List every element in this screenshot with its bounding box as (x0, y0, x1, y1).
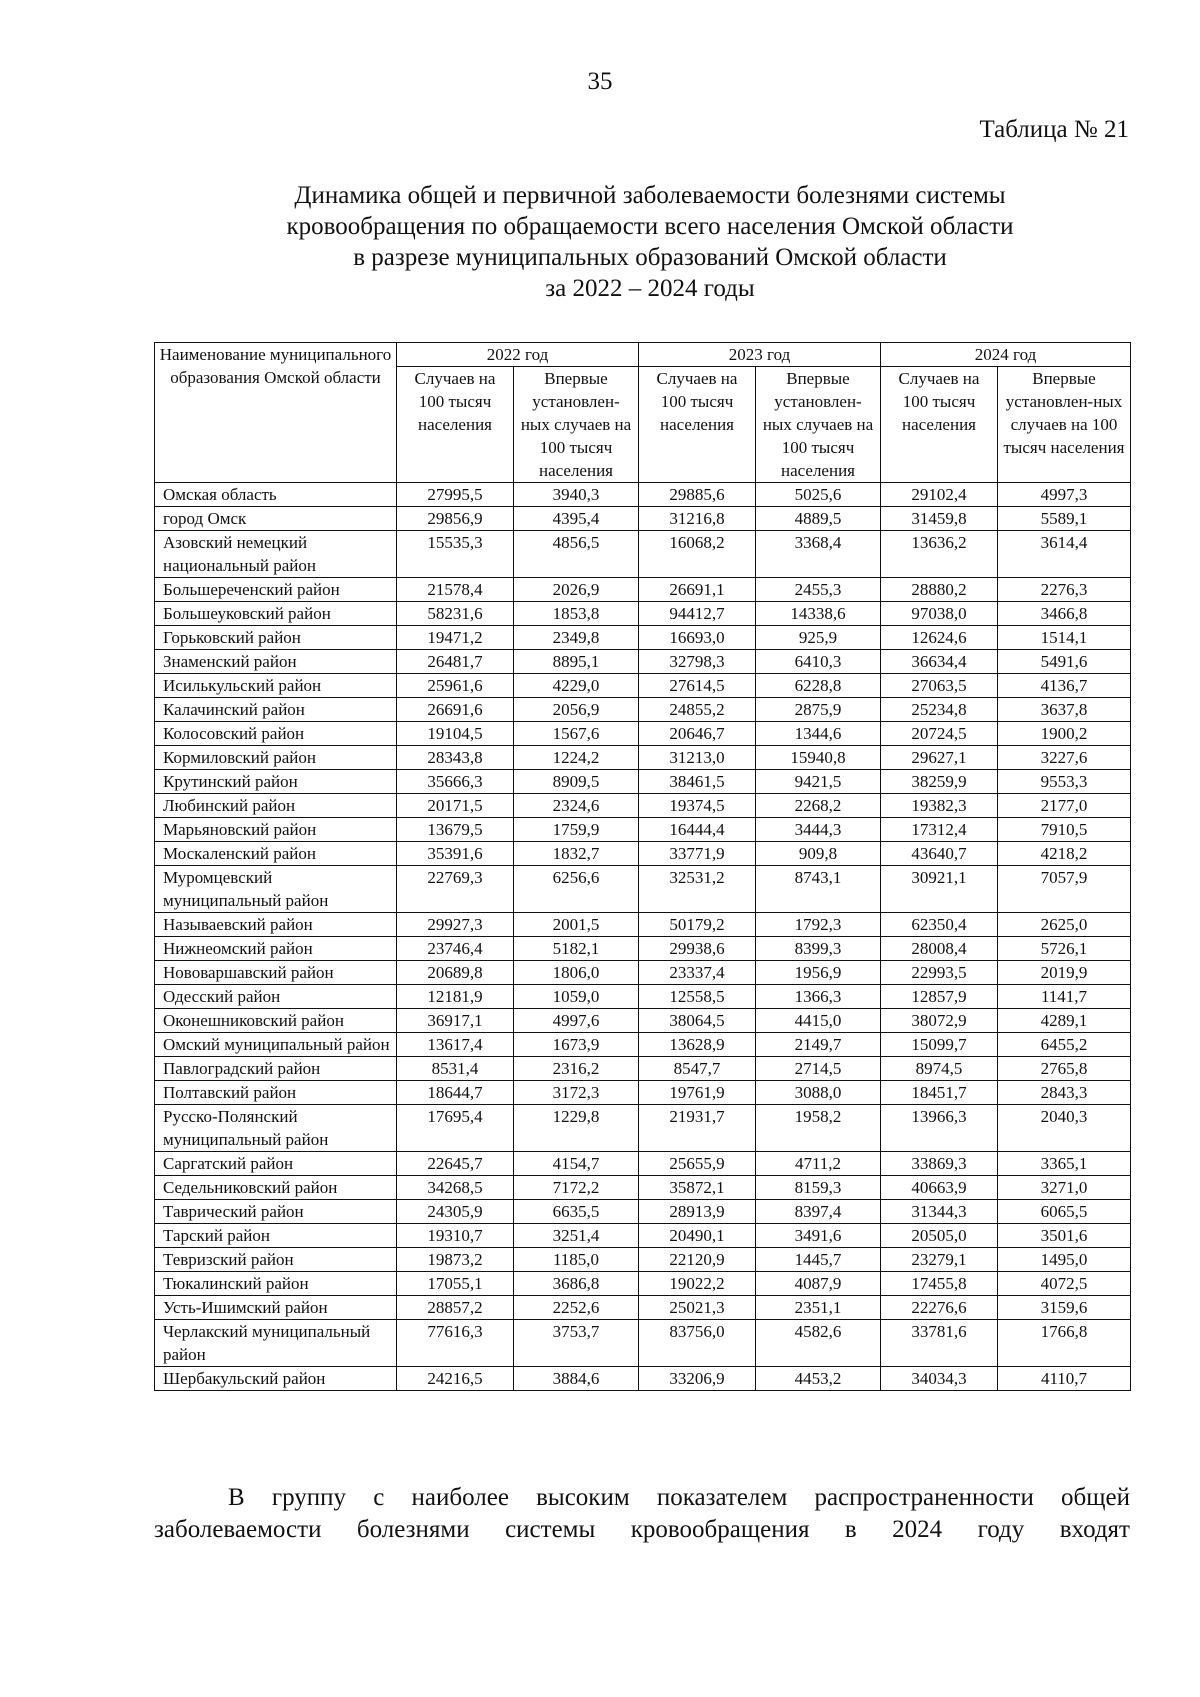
value-cell: 8547,7 (639, 1057, 756, 1081)
value-cell: 8399,3 (756, 937, 881, 961)
value-cell: 19310,7 (397, 1224, 514, 1248)
value-cell: 12558,5 (639, 985, 756, 1009)
value-cell: 4711,2 (756, 1152, 881, 1176)
value-cell: 7910,5 (998, 818, 1131, 842)
municipality-name: Крутинский район (155, 770, 397, 794)
value-cell: 9553,3 (998, 770, 1131, 794)
value-cell: 4395,4 (514, 507, 639, 531)
value-cell: 26691,6 (397, 698, 514, 722)
value-cell: 77616,3 (397, 1320, 514, 1367)
value-cell: 29856,9 (397, 507, 514, 531)
title-line: кровообращения по обращаемости всего населения Омской области (286, 213, 1014, 240)
value-cell: 3884,6 (514, 1367, 639, 1391)
value-cell: 2714,5 (756, 1057, 881, 1081)
municipality-name: Исилькульский район (155, 674, 397, 698)
value-cell: 38064,5 (639, 1009, 756, 1033)
table-row (155, 1248, 1131, 1272)
value-cell: 3637,8 (998, 698, 1131, 722)
value-cell: 7172,2 (514, 1176, 639, 1200)
value-cell: 15535,3 (397, 531, 514, 578)
paragraph-line: заболеваемости болезнями системы кровообращения в 2024 году входят (154, 1516, 1130, 1543)
header-year-2023: 2023 год (639, 343, 881, 367)
value-cell: 9421,5 (756, 770, 881, 794)
value-cell: 8743,1 (756, 866, 881, 913)
municipality-name: Муромцевский муниципальный район (155, 866, 397, 913)
value-cell: 28343,8 (397, 746, 514, 770)
value-cell: 19471,2 (397, 626, 514, 650)
value-cell: 1673,9 (514, 1033, 639, 1057)
value-cell: 31459,8 (881, 507, 998, 531)
value-cell: 4997,3 (998, 483, 1131, 507)
value-cell: 3501,6 (998, 1224, 1131, 1248)
value-cell: 23279,1 (881, 1248, 998, 1272)
value-cell: 20646,7 (639, 722, 756, 746)
value-cell: 38072,9 (881, 1009, 998, 1033)
title-line: Динамика общей и первичной заболеваемости болезнями системы (294, 182, 1006, 209)
value-cell: 33869,3 (881, 1152, 998, 1176)
value-cell: 33781,6 (881, 1320, 998, 1367)
table-row (155, 674, 1131, 698)
municipality-name: Большереченский район (155, 578, 397, 602)
value-cell: 17312,4 (881, 818, 998, 842)
value-cell: 4856,5 (514, 531, 639, 578)
value-cell: 38461,5 (639, 770, 756, 794)
value-cell: 34034,3 (881, 1367, 998, 1391)
value-cell: 20490,1 (639, 1224, 756, 1248)
value-cell: 2040,3 (998, 1105, 1131, 1152)
value-cell: 30921,1 (881, 866, 998, 913)
value-cell: 14338,6 (756, 602, 881, 626)
municipality-name: Кормиловский район (155, 746, 397, 770)
value-cell: 8397,4 (756, 1200, 881, 1224)
value-cell: 36634,4 (881, 650, 998, 674)
value-cell: 4154,7 (514, 1152, 639, 1176)
municipality-name: Тюкалинский район (155, 1272, 397, 1296)
value-cell: 20724,5 (881, 722, 998, 746)
municipality-name: Саргатский район (155, 1152, 397, 1176)
value-cell: 925,9 (756, 626, 881, 650)
value-cell: 1229,8 (514, 1105, 639, 1152)
value-cell: 33206,9 (639, 1367, 756, 1391)
municipality-name: Марьяновский район (155, 818, 397, 842)
value-cell: 1366,3 (756, 985, 881, 1009)
value-cell: 26691,1 (639, 578, 756, 602)
value-cell: 909,8 (756, 842, 881, 866)
value-cell: 26481,7 (397, 650, 514, 674)
municipality-name: город Омск (155, 507, 397, 531)
table-row (155, 602, 1131, 626)
table-row (155, 483, 1131, 507)
municipality-name: Омская область (155, 483, 397, 507)
value-cell: 3159,6 (998, 1296, 1131, 1320)
value-cell: 2026,9 (514, 578, 639, 602)
paragraph-line: В группу с наиболее высоким показателем распространенности общей (228, 1484, 1130, 1511)
value-cell: 35872,1 (639, 1176, 756, 1200)
value-cell: 3444,3 (756, 818, 881, 842)
value-cell: 25961,6 (397, 674, 514, 698)
value-cell: 1766,8 (998, 1320, 1131, 1367)
table-body (155, 483, 1131, 1391)
table-row (155, 1272, 1131, 1296)
value-cell: 4453,2 (756, 1367, 881, 1391)
value-cell: 1514,1 (998, 626, 1131, 650)
value-cell: 35666,3 (397, 770, 514, 794)
header-first-cases-per-100k: Впервые установлен-ных случаев на 100 тысяч населения (514, 367, 639, 483)
value-cell: 83756,0 (639, 1320, 756, 1367)
value-cell: 2001,5 (514, 913, 639, 937)
value-cell: 17695,4 (397, 1105, 514, 1152)
value-cell: 1900,2 (998, 722, 1131, 746)
value-cell: 3088,0 (756, 1081, 881, 1105)
value-cell: 4997,6 (514, 1009, 639, 1033)
municipality-name: Русско-Полянский муниципальный район (155, 1105, 397, 1152)
value-cell: 1344,6 (756, 722, 881, 746)
value-cell: 29938,6 (639, 937, 756, 961)
value-cell: 2252,6 (514, 1296, 639, 1320)
table-row (155, 1200, 1131, 1224)
municipality-name: Азовский немецкий национальный район (155, 531, 397, 578)
value-cell: 2316,2 (514, 1057, 639, 1081)
header-first-cases-per-100k: Впервые установлен-ных случаев на 100 тысяч населения (756, 367, 881, 483)
table-row (155, 1224, 1131, 1248)
value-cell: 2349,8 (514, 626, 639, 650)
title-line: за 2022 – 2024 годы (545, 275, 755, 302)
value-cell: 4289,1 (998, 1009, 1131, 1033)
value-cell: 1495,0 (998, 1248, 1131, 1272)
morbidity-table (154, 342, 1131, 1391)
value-cell: 21931,7 (639, 1105, 756, 1152)
value-cell: 20689,8 (397, 961, 514, 985)
value-cell: 2177,0 (998, 794, 1131, 818)
table-row (155, 1367, 1131, 1391)
value-cell: 6410,3 (756, 650, 881, 674)
value-cell: 3753,7 (514, 1320, 639, 1367)
value-cell: 22645,7 (397, 1152, 514, 1176)
value-cell: 19761,9 (639, 1081, 756, 1105)
value-cell: 6065,5 (998, 1200, 1131, 1224)
municipality-name: Любинский район (155, 794, 397, 818)
header-cases-per-100k: Случаев на 100 тысяч населения (881, 367, 998, 483)
value-cell: 35391,6 (397, 842, 514, 866)
value-cell: 1853,8 (514, 602, 639, 626)
value-cell: 19873,2 (397, 1248, 514, 1272)
value-cell: 29627,1 (881, 746, 998, 770)
table-row (155, 746, 1131, 770)
page-number: 35 (587, 68, 613, 95)
value-cell: 6635,5 (514, 1200, 639, 1224)
value-cell: 8909,5 (514, 770, 639, 794)
municipality-name: Тарский район (155, 1224, 397, 1248)
value-cell: 16693,0 (639, 626, 756, 650)
value-cell: 12624,6 (881, 626, 998, 650)
table-row (155, 866, 1131, 913)
value-cell: 3491,6 (756, 1224, 881, 1248)
value-cell: 3466,8 (998, 602, 1131, 626)
value-cell: 21578,4 (397, 578, 514, 602)
value-cell: 29102,4 (881, 483, 998, 507)
municipality-name: Таврический район (155, 1200, 397, 1224)
value-cell: 97038,0 (881, 602, 998, 626)
table-row (155, 1033, 1131, 1057)
municipality-name: Горьковский район (155, 626, 397, 650)
header-municipality: Наименование муниципального образования Омской области (155, 343, 397, 483)
municipality-name: Одесский район (155, 985, 397, 1009)
municipality-name: Оконешниковский район (155, 1009, 397, 1033)
value-cell: 34268,5 (397, 1176, 514, 1200)
value-cell: 4415,0 (756, 1009, 881, 1033)
table-row (155, 650, 1131, 674)
value-cell: 3365,1 (998, 1152, 1131, 1176)
value-cell: 19104,5 (397, 722, 514, 746)
value-cell: 58231,6 (397, 602, 514, 626)
value-cell: 3172,3 (514, 1081, 639, 1105)
municipality-name: Павлоградский район (155, 1057, 397, 1081)
value-cell: 2625,0 (998, 913, 1131, 937)
value-cell: 28913,9 (639, 1200, 756, 1224)
table-row (155, 1081, 1131, 1105)
table-row (155, 531, 1131, 578)
value-cell: 1567,6 (514, 722, 639, 746)
body-paragraph (154, 1482, 1130, 1546)
value-cell: 31213,0 (639, 746, 756, 770)
table-row (155, 961, 1131, 985)
municipality-name: Москаленский район (155, 842, 397, 866)
value-cell: 27995,5 (397, 483, 514, 507)
value-cell: 3940,3 (514, 483, 639, 507)
municipality-name: Большеуковский район (155, 602, 397, 626)
value-cell: 3271,0 (998, 1176, 1131, 1200)
table-row (155, 1009, 1131, 1033)
municipality-name: Омский муниципальный район (155, 1033, 397, 1057)
value-cell: 50179,2 (639, 913, 756, 937)
table-label: Таблица № 21 (979, 116, 1129, 143)
value-cell: 1759,9 (514, 818, 639, 842)
table-row (155, 1176, 1131, 1200)
header-year-2022: 2022 год (397, 343, 639, 367)
table-row (155, 507, 1131, 531)
header-year-2024: 2024 год (881, 343, 1131, 367)
value-cell: 38259,9 (881, 770, 998, 794)
municipality-name: Калачинский район (155, 698, 397, 722)
value-cell: 16444,4 (639, 818, 756, 842)
value-cell: 2268,2 (756, 794, 881, 818)
value-cell: 13966,3 (881, 1105, 998, 1152)
value-cell: 2056,9 (514, 698, 639, 722)
value-cell: 43640,7 (881, 842, 998, 866)
value-cell: 3614,4 (998, 531, 1131, 578)
value-cell: 25021,3 (639, 1296, 756, 1320)
value-cell: 31216,8 (639, 507, 756, 531)
value-cell: 2875,9 (756, 698, 881, 722)
value-cell: 31344,3 (881, 1200, 998, 1224)
value-cell: 20171,5 (397, 794, 514, 818)
municipality-name: Тевризский район (155, 1248, 397, 1272)
value-cell: 2149,7 (756, 1033, 881, 1057)
table-row (155, 913, 1131, 937)
value-cell: 24216,5 (397, 1367, 514, 1391)
value-cell: 15940,8 (756, 746, 881, 770)
value-cell: 8159,3 (756, 1176, 881, 1200)
table-row (155, 985, 1131, 1009)
value-cell: 1141,7 (998, 985, 1131, 1009)
value-cell: 4087,9 (756, 1272, 881, 1296)
value-cell: 15099,7 (881, 1033, 998, 1057)
municipality-name: Колосовский район (155, 722, 397, 746)
value-cell: 2324,6 (514, 794, 639, 818)
value-cell: 5589,1 (998, 507, 1131, 531)
municipality-name: Усть-Ишимский район (155, 1296, 397, 1320)
value-cell: 12857,9 (881, 985, 998, 1009)
value-cell: 13628,9 (639, 1033, 756, 1057)
value-cell: 5726,1 (998, 937, 1131, 961)
value-cell: 32531,2 (639, 866, 756, 913)
value-cell: 1956,9 (756, 961, 881, 985)
value-cell: 17455,8 (881, 1272, 998, 1296)
table-row (155, 578, 1131, 602)
value-cell: 13636,2 (881, 531, 998, 578)
value-cell: 6455,2 (998, 1033, 1131, 1057)
value-cell: 2276,3 (998, 578, 1131, 602)
value-cell: 13617,4 (397, 1033, 514, 1057)
municipality-name: Шербакульский район (155, 1367, 397, 1391)
value-cell: 27063,5 (881, 674, 998, 698)
table-row (155, 1057, 1131, 1081)
value-cell: 19382,3 (881, 794, 998, 818)
value-cell: 24855,2 (639, 698, 756, 722)
municipality-name: Черлакский муниципальный район (155, 1320, 397, 1367)
value-cell: 22276,6 (881, 1296, 998, 1320)
value-cell: 4072,5 (998, 1272, 1131, 1296)
value-cell: 22769,3 (397, 866, 514, 913)
value-cell: 6256,6 (514, 866, 639, 913)
value-cell: 1806,0 (514, 961, 639, 985)
value-cell: 4229,0 (514, 674, 639, 698)
value-cell: 1832,7 (514, 842, 639, 866)
value-cell: 25234,8 (881, 698, 998, 722)
value-cell: 1958,2 (756, 1105, 881, 1152)
title-line: в разрезе муниципальных образований Омской области (353, 244, 947, 271)
value-cell: 4218,2 (998, 842, 1131, 866)
value-cell: 19022,2 (639, 1272, 756, 1296)
value-cell: 3686,8 (514, 1272, 639, 1296)
value-cell: 23746,4 (397, 937, 514, 961)
table-row (155, 1152, 1131, 1176)
table-row (155, 698, 1131, 722)
value-cell: 20505,0 (881, 1224, 998, 1248)
table-title (150, 180, 1150, 304)
table-row (155, 842, 1131, 866)
municipality-name: Полтавский район (155, 1081, 397, 1105)
municipality-name: Седельниковский район (155, 1176, 397, 1200)
value-cell: 23337,4 (639, 961, 756, 985)
value-cell: 27614,5 (639, 674, 756, 698)
table-row (155, 626, 1131, 650)
municipality-name: Знаменский район (155, 650, 397, 674)
header-cases-per-100k: Случаев на 100 тысяч населения (397, 367, 514, 483)
value-cell: 2019,9 (998, 961, 1131, 985)
value-cell: 32798,3 (639, 650, 756, 674)
value-cell: 19374,5 (639, 794, 756, 818)
value-cell: 13679,5 (397, 818, 514, 842)
value-cell: 3368,4 (756, 531, 881, 578)
value-cell: 4889,5 (756, 507, 881, 531)
value-cell: 2351,1 (756, 1296, 881, 1320)
value-cell: 4582,6 (756, 1320, 881, 1367)
value-cell: 18451,7 (881, 1081, 998, 1105)
value-cell: 22120,9 (639, 1248, 756, 1272)
value-cell: 40663,9 (881, 1176, 998, 1200)
value-cell: 25655,9 (639, 1152, 756, 1176)
table-row (155, 1320, 1131, 1367)
value-cell: 29885,6 (639, 483, 756, 507)
header-cases-per-100k: Случаев на 100 тысяч населения (639, 367, 756, 483)
value-cell: 1445,7 (756, 1248, 881, 1272)
value-cell: 5182,1 (514, 937, 639, 961)
value-cell: 24305,9 (397, 1200, 514, 1224)
value-cell: 17055,1 (397, 1272, 514, 1296)
value-cell: 1059,0 (514, 985, 639, 1009)
table-row (155, 770, 1131, 794)
table-row (155, 1296, 1131, 1320)
value-cell: 22993,5 (881, 961, 998, 985)
value-cell: 1792,3 (756, 913, 881, 937)
table-row (155, 818, 1131, 842)
value-cell: 7057,9 (998, 866, 1131, 913)
municipality-name: Нижнеомский район (155, 937, 397, 961)
value-cell: 28008,4 (881, 937, 998, 961)
value-cell: 4136,7 (998, 674, 1131, 698)
value-cell: 8531,4 (397, 1057, 514, 1081)
value-cell: 1185,0 (514, 1248, 639, 1272)
value-cell: 12181,9 (397, 985, 514, 1009)
table-row (155, 722, 1131, 746)
value-cell: 94412,7 (639, 602, 756, 626)
value-cell: 2843,3 (998, 1081, 1131, 1105)
header-first-cases-per-100k: Впервые установлен-ных случаев на 100 тысяч населения (998, 367, 1131, 483)
value-cell: 2765,8 (998, 1057, 1131, 1081)
value-cell: 29927,3 (397, 913, 514, 937)
table-row (155, 794, 1131, 818)
value-cell: 2455,3 (756, 578, 881, 602)
value-cell: 6228,8 (756, 674, 881, 698)
table-row (155, 1105, 1131, 1152)
value-cell: 3251,4 (514, 1224, 639, 1248)
municipality-name: Называевский район (155, 913, 397, 937)
value-cell: 16068,2 (639, 531, 756, 578)
value-cell: 3227,6 (998, 746, 1131, 770)
value-cell: 8895,1 (514, 650, 639, 674)
value-cell: 5025,6 (756, 483, 881, 507)
value-cell: 36917,1 (397, 1009, 514, 1033)
municipality-name: Нововаршавский район (155, 961, 397, 985)
value-cell: 4110,7 (998, 1367, 1131, 1391)
value-cell: 28857,2 (397, 1296, 514, 1320)
value-cell: 33771,9 (639, 842, 756, 866)
value-cell: 1224,2 (514, 746, 639, 770)
value-cell: 62350,4 (881, 913, 998, 937)
value-cell: 28880,2 (881, 578, 998, 602)
value-cell: 5491,6 (998, 650, 1131, 674)
value-cell: 18644,7 (397, 1081, 514, 1105)
value-cell: 8974,5 (881, 1057, 998, 1081)
table-row (155, 937, 1131, 961)
